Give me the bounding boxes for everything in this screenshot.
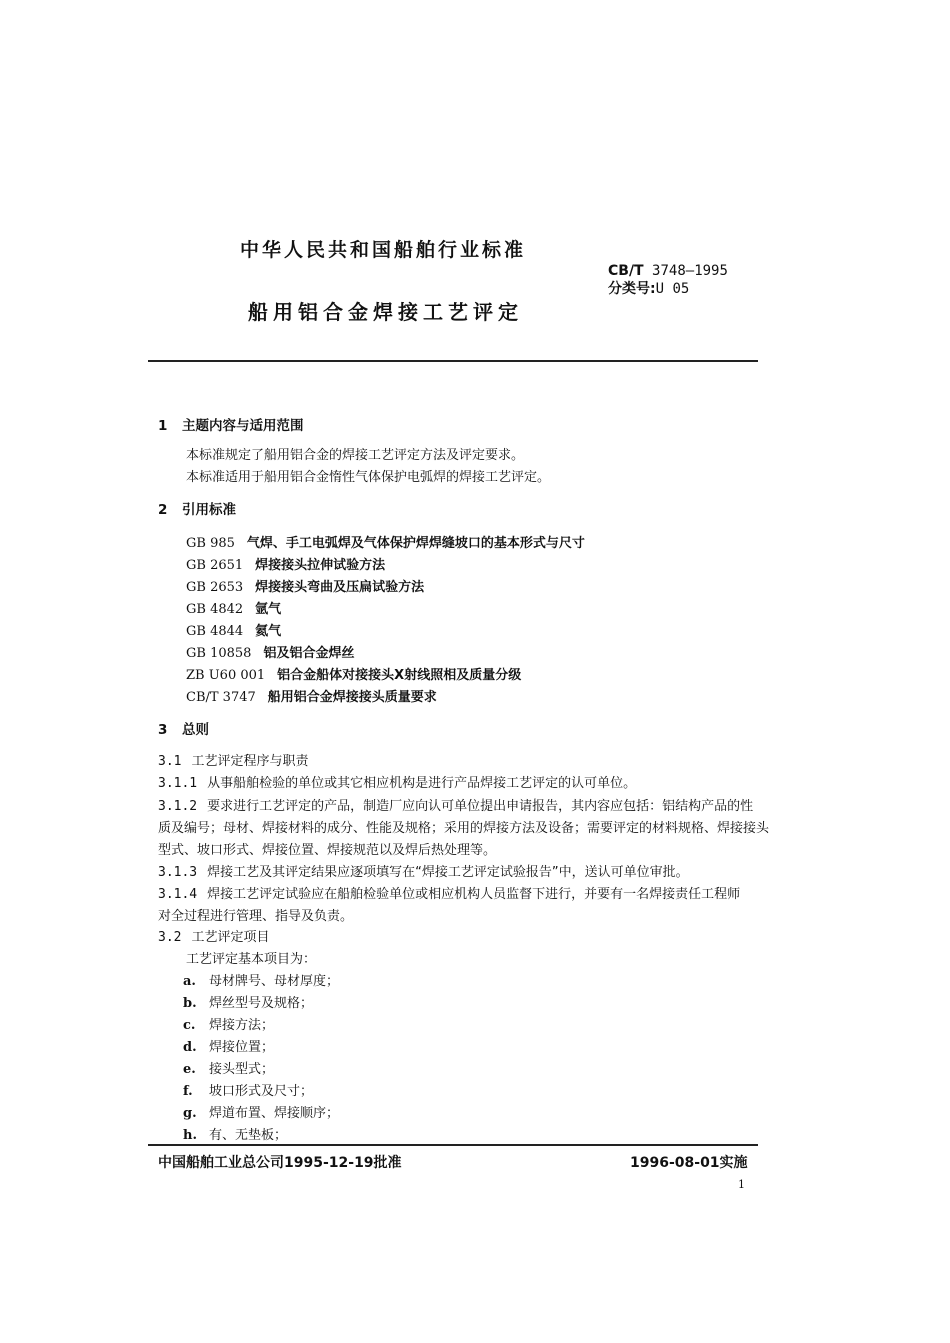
approval-note: 中国船舶工业总公司1995-12-19批准 xyxy=(158,1155,402,1171)
clause-text: 从事船舶检验的单位或其它相应机构是进行产品焊接工艺评定的认可单位。 xyxy=(207,776,637,791)
section-1-para-1: 本标准规定了船用铝合金的焊接工艺评定方法及评定要求。 xyxy=(186,448,525,463)
section-2-heading xyxy=(158,498,236,518)
clause-3-1-2 xyxy=(158,795,753,814)
code-number: 3748—1995 xyxy=(652,263,728,279)
clause-3-2 xyxy=(158,926,270,945)
item-letter: b. xyxy=(183,996,197,1011)
ref-code: GB 4842 xyxy=(186,602,244,617)
section-number: 3 xyxy=(158,722,168,738)
item-text: 焊接位置； xyxy=(209,1040,275,1055)
clause-text: 要求进行工艺评定的产品，制造厂应向认可单位提出申请报告，其内容应包括：铝结构产品的性 xyxy=(207,799,754,814)
clause-3-1-1 xyxy=(158,772,636,791)
ref-name: 铝及铝合金焊丝 xyxy=(263,646,355,661)
section-3-heading xyxy=(158,718,209,738)
clause-number: 3.1.4 xyxy=(158,887,198,902)
section-1-heading xyxy=(158,414,304,434)
item-letter: f. xyxy=(183,1084,193,1099)
item-text: 焊道布置、焊接顺序； xyxy=(209,1106,340,1121)
section-number: 2 xyxy=(158,502,168,518)
section-1-para-2: 本标准适用于船用铝合金惰性气体保护电弧焊的焊接工艺评定。 xyxy=(186,470,551,485)
standard-code-block xyxy=(608,262,728,298)
code-label: CB/T xyxy=(608,263,644,279)
ref-code: CB/T 3747 xyxy=(186,690,256,705)
clause-text: 工艺评定程序与职责 xyxy=(191,754,309,769)
clause-3-1-2-cont: 质及编号；母材、焊接材料的成分、性能及规格；采用的焊接方法及设备；需要评定的材料规格、焊接接头 xyxy=(158,821,770,836)
clause-3-1-2-cont: 型式、坡口形式、焊接位置、焊接规范以及焊后热处理等。 xyxy=(158,843,497,858)
ref-code: GB 2651 xyxy=(186,558,244,573)
list-item xyxy=(183,1014,274,1033)
ref-standard-item xyxy=(186,554,385,573)
item-letter: e. xyxy=(183,1062,196,1077)
clause-3-1-4-cont: 对全过程进行管理、指导及负责。 xyxy=(158,909,354,924)
class-label: 分类号: xyxy=(608,281,656,297)
item-letter: g. xyxy=(183,1106,197,1121)
item-letter: c. xyxy=(183,1018,196,1033)
section-title: 引用标准 xyxy=(182,502,236,518)
list-item xyxy=(183,1124,287,1143)
ref-code: GB 2653 xyxy=(186,580,244,595)
clause-number: 3.1.1 xyxy=(158,776,198,791)
ref-code: ZB U60 001 xyxy=(186,668,266,683)
clause-text: 焊接工艺评定试验应在船舶检验单位或相应机构人员监督下进行，并要有一名焊接责任工程师 xyxy=(207,887,741,902)
ref-standard-item xyxy=(186,642,354,661)
ref-standard-item xyxy=(186,598,281,617)
clause-text: 焊接工艺及其评定结果应逐项填写在“焊接工艺评定试验报告”中，送认可单位审批。 xyxy=(207,865,689,880)
ref-name: 焊接接头拉伸试验方法 xyxy=(255,558,386,573)
clause-number: 3.1.3 xyxy=(158,865,198,880)
clause-text: 工艺评定项目 xyxy=(191,930,270,945)
ref-standard-item xyxy=(186,664,521,683)
item-text: 有、无垫板； xyxy=(209,1128,288,1143)
ref-name: 氦气 xyxy=(255,624,282,639)
ref-standard-item xyxy=(186,576,424,595)
item-text: 坡口形式及尺寸； xyxy=(209,1084,314,1099)
ref-code: GB 4844 xyxy=(186,624,244,639)
items-intro: 工艺评定基本项目为： xyxy=(186,952,317,967)
clause-number: 3.1 xyxy=(158,754,182,769)
clause-number: 3.2 xyxy=(158,930,182,945)
clause-3-1-4 xyxy=(158,883,740,902)
footer-divider xyxy=(148,1144,758,1146)
ref-name: 气焊、手工电弧焊及气体保护焊焊缝坡口的基本形式与尺寸 xyxy=(246,536,585,551)
section-title: 总则 xyxy=(182,722,209,738)
list-item xyxy=(183,1102,339,1121)
list-item xyxy=(183,970,339,989)
list-item xyxy=(183,1036,274,1055)
item-letter: d. xyxy=(183,1040,197,1055)
ref-standard-item xyxy=(186,620,281,639)
ref-name: 氩气 xyxy=(255,602,282,617)
standard-org-title: 中华人民共和国船舶行业标准 xyxy=(240,239,527,261)
item-text: 母材牌号、母材厚度； xyxy=(209,974,340,989)
ref-code: GB 985 xyxy=(186,536,235,551)
header-divider xyxy=(148,360,758,362)
list-item xyxy=(183,1080,313,1099)
list-item xyxy=(183,992,313,1011)
item-text: 焊接方法； xyxy=(209,1018,275,1033)
item-letter: a. xyxy=(183,974,196,989)
ref-code: GB 10858 xyxy=(186,646,252,661)
ref-name: 船用铝合金焊接接头质量要求 xyxy=(267,690,437,705)
section-title: 主题内容与适用范围 xyxy=(182,418,304,434)
item-text: 焊丝型号及规格； xyxy=(209,996,314,1011)
section-number: 1 xyxy=(158,418,168,434)
page-number: 1 xyxy=(738,1178,745,1191)
item-text: 接头型式； xyxy=(209,1062,275,1077)
clause-3-1 xyxy=(158,750,309,769)
class-value: U 05 xyxy=(655,281,690,297)
document-title: 船用铝合金焊接工艺评定 xyxy=(248,300,523,324)
clause-number: 3.1.2 xyxy=(158,799,198,814)
ref-name: 焊接接头弯曲及压扁试验方法 xyxy=(255,580,425,595)
ref-name: 铝合金船体对接接头X射线照相及质量分级 xyxy=(277,668,522,683)
clause-3-1-3 xyxy=(158,861,689,880)
implementation-note: 1996-08-01实施 xyxy=(630,1155,748,1171)
ref-standard-item xyxy=(186,532,585,551)
ref-standard-item xyxy=(186,686,437,705)
item-letter: h. xyxy=(183,1128,197,1143)
list-item xyxy=(183,1058,274,1077)
